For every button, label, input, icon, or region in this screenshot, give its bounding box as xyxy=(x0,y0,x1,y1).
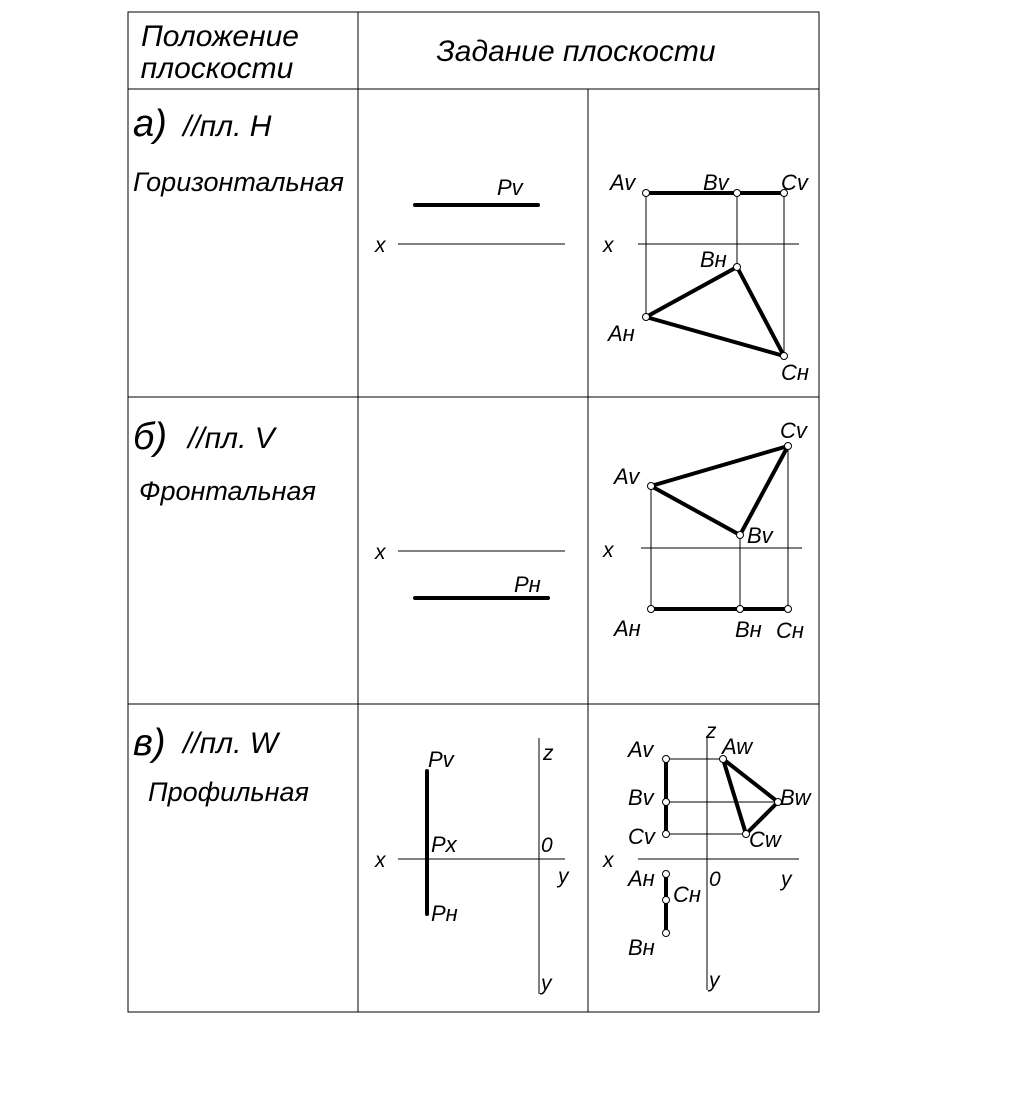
label-pv: Pv xyxy=(497,175,523,200)
label-x: x xyxy=(375,541,386,564)
label-bv: Bv xyxy=(703,170,729,195)
label-bh: Bн xyxy=(700,247,727,272)
label-px: Px xyxy=(431,832,457,857)
label-y: y xyxy=(709,969,720,992)
table-grid xyxy=(128,12,819,1012)
row-frontal xyxy=(133,416,809,643)
row-letter: б) xyxy=(133,416,168,458)
table-border xyxy=(128,12,819,1012)
row-letter: в) xyxy=(133,722,166,764)
label-zero: 0 xyxy=(709,868,721,891)
row-plane: //пл. W xyxy=(183,727,279,760)
label-cw: Cw xyxy=(749,827,781,852)
horizontal-projection-triangle xyxy=(646,267,784,356)
label-aw: Aw xyxy=(722,734,753,759)
frontal-projection-triangle xyxy=(651,446,788,535)
row-profile xyxy=(133,720,813,995)
label-y: y xyxy=(541,972,552,995)
label-cv: Cv xyxy=(780,418,807,443)
label-ph: Pн xyxy=(431,901,458,926)
label-av: Av xyxy=(610,170,636,195)
label-ah: Aн xyxy=(614,616,641,641)
row-plane: //пл. V xyxy=(188,422,275,455)
label-bw: Bw xyxy=(780,785,811,810)
row-horizontal xyxy=(133,103,810,385)
label-bh: Bн xyxy=(628,935,655,960)
row-name: Фронтальная xyxy=(139,476,316,506)
label-ah: Aн xyxy=(608,321,635,346)
header-task: Задание плоскости xyxy=(436,35,716,68)
label-av: Av xyxy=(628,737,654,762)
label-ch: Cн xyxy=(776,618,804,643)
label-x: x xyxy=(603,539,614,562)
label-z: z xyxy=(543,742,554,765)
label-bv: Bv xyxy=(747,523,773,548)
label-bh: Bн xyxy=(735,617,762,642)
label-bv: Bv xyxy=(628,785,654,810)
label-y: y xyxy=(558,865,569,888)
header-position-line1: Положение xyxy=(141,20,299,53)
label-ch: Cн xyxy=(673,882,701,907)
label-x: x xyxy=(603,234,614,257)
label-ch: Cн xyxy=(781,360,809,385)
label-ah: Aн xyxy=(628,866,655,891)
label-ph: Pн xyxy=(514,572,541,597)
row-name: Профильная xyxy=(148,777,309,807)
label-x: x xyxy=(603,849,614,872)
label-cv: Cv xyxy=(628,824,655,849)
label-cv: Cv xyxy=(781,170,808,195)
label-pv: Pv xyxy=(428,747,454,772)
profile-projection-triangle xyxy=(723,759,778,834)
label-y: y xyxy=(781,868,792,891)
header-position-line2: плоскости xyxy=(140,52,294,85)
row-plane: //пл. H xyxy=(183,110,272,143)
label-av: Av xyxy=(614,464,640,489)
label-x: x xyxy=(375,849,386,872)
label-x: x xyxy=(375,234,386,257)
label-z: z xyxy=(706,720,717,743)
row-letter: а) xyxy=(133,103,167,145)
row-name: Горизонтальная xyxy=(133,167,344,197)
projection-points xyxy=(643,190,788,360)
label-zero: 0 xyxy=(541,834,553,857)
